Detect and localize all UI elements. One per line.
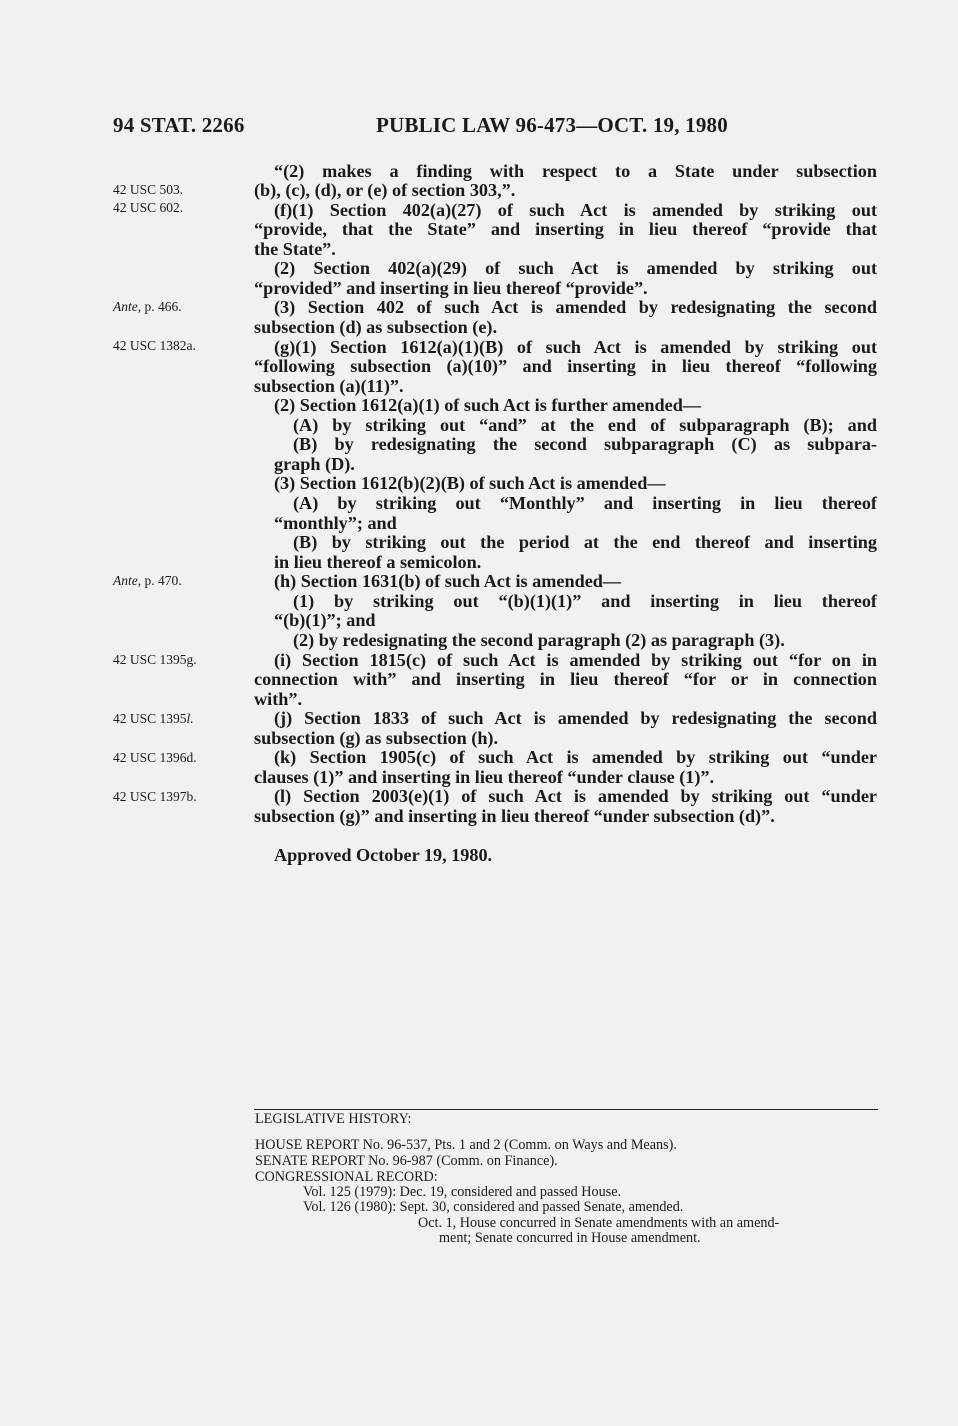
congressional-record-heading: CONGRESSIONAL RECORD: [255,1169,438,1185]
text-line: subsection (g)” and inserting in lieu thereof “under subsection (d)”. [254,806,775,826]
legislative-history-heading: LEGISLATIVE HISTORY: [255,1111,412,1127]
margin-ante: Ante, [113,573,142,588]
record-oct1-line1: Oct. 1, House concurred in Senate amendments with an amend- [418,1215,780,1231]
text-line: (i) Section 1815(c) of such Act is amended by striking out “for on in [274,650,877,670]
statute-page-number: 94 STAT. 2266 [113,113,245,137]
record-vol-126: Vol. 126 (1980): Sept. 30, considered and passed Senate, amended. [303,1199,684,1215]
margin-usc: 42 USC 1395 [113,711,187,726]
text-line: (h) Section 1631(b) of such Act is amended— [274,571,622,591]
text-line: in lieu thereof a semicolon. [274,552,482,572]
senate-report: SENATE REPORT No. 96-987 (Comm. on Finance). [255,1153,558,1169]
text-line: (3) Section 402 of such Act is amended by redesignating the second [274,297,877,317]
text-line: “provided” and inserting in lieu thereof “provide”. [254,278,648,298]
text-line: subsection (a)(11)”. [254,376,404,396]
text-line: clauses (1)” and inserting in lieu thereof “under clause (1)”. [254,767,715,787]
margin-citation: 42 USC 1382a. [113,338,196,353]
text-line: (j) Section 1833 of such Act is amended by redesignating the second [274,708,877,728]
text-line: (2) Section 402(a)(29) of such Act is amended by striking out [274,258,877,278]
approval-date: Approved October 19, 1980. [274,845,493,865]
margin-page-ref: p. 466. [141,299,182,314]
text-line: “following subsection (a)(10)” and inserting in lieu thereof “following [254,356,877,376]
margin-citation [113,573,182,589]
text-line: connection with” and inserting in lieu thereof “for or in connection [254,669,877,689]
text-line: (2) Section 1612(a)(1) of such Act is further amended— [274,395,702,415]
text-line: “provide, that the State” and inserting in lieu thereof “provide that [254,219,877,239]
page-header-title: PUBLIC LAW 96-473—OCT. 19, 1980 [376,113,728,137]
text-line: with”. [254,689,302,709]
text-line: “(b)(1)”; and [274,610,376,630]
text-line: the State”. [254,239,336,259]
text-line: (f)(1) Section 402(a)(27) of such Act is amended by striking out [274,200,877,220]
text-line: graph (D). [274,454,355,474]
text-line: (l) Section 2003(e)(1) of such Act is amended by striking out “under [274,786,877,806]
margin-page-ref: p. 470. [141,573,182,588]
legislative-history-rule [254,1109,878,1110]
house-report: HOUSE REPORT No. 96-537, Pts. 1 and 2 (Comm. on Ways and Means). [255,1137,677,1153]
text-line: (A) by striking out “Monthly” and inserting in lieu thereof [293,493,877,513]
text-line: subsection (g) as subsection (h). [254,728,499,748]
text-line: (k) Section 1905(c) of such Act is amended by striking out “under [274,747,877,767]
text-line: (1) by striking out “(b)(1)(1)” and inserting in lieu thereof [293,591,877,611]
record-oct1-line2: ment; Senate concurred in House amendment. [439,1230,701,1246]
text-line: (2) by redesignating the second paragraph (2) as paragraph (3). [293,630,785,650]
margin-citation [113,711,194,727]
margin-citation: 42 USC 1395g. [113,652,197,667]
margin-citation: 42 USC 1397b. [113,789,197,804]
text-line: subsection (d) as subsection (e). [254,317,498,337]
margin-citation: 42 USC 503. [113,182,184,197]
text-line: (g)(1) Section 1612(a)(1)(B) of such Act is amended by striking out [274,337,877,357]
margin-citation: 42 USC 1396d. [113,750,197,765]
record-vol-125: Vol. 125 (1979): Dec. 19, considered and passed House. [303,1184,622,1200]
text-line: (A) by striking out “and” at the end of subparagraph (B); and [293,415,877,435]
margin-citation: 42 USC 602. [113,200,184,215]
margin-ante: Ante, [113,299,142,314]
text-line: “(2) makes a finding with respect to a State under subsection [274,161,877,181]
margin-suffix: l. [186,711,194,726]
text-line: (3) Section 1612(b)(2)(B) of such Act is amended— [274,473,666,493]
text-line: (b), (c), (d), or (e) of section 303,”. [254,180,516,200]
margin-citation [113,299,182,315]
text-line: (B) by redesignating the second subparagraph (C) as subpara- [293,434,877,454]
text-line: (B) by striking out the period at the end thereof and inserting [293,532,877,552]
text-line: “monthly”; and [274,513,397,533]
